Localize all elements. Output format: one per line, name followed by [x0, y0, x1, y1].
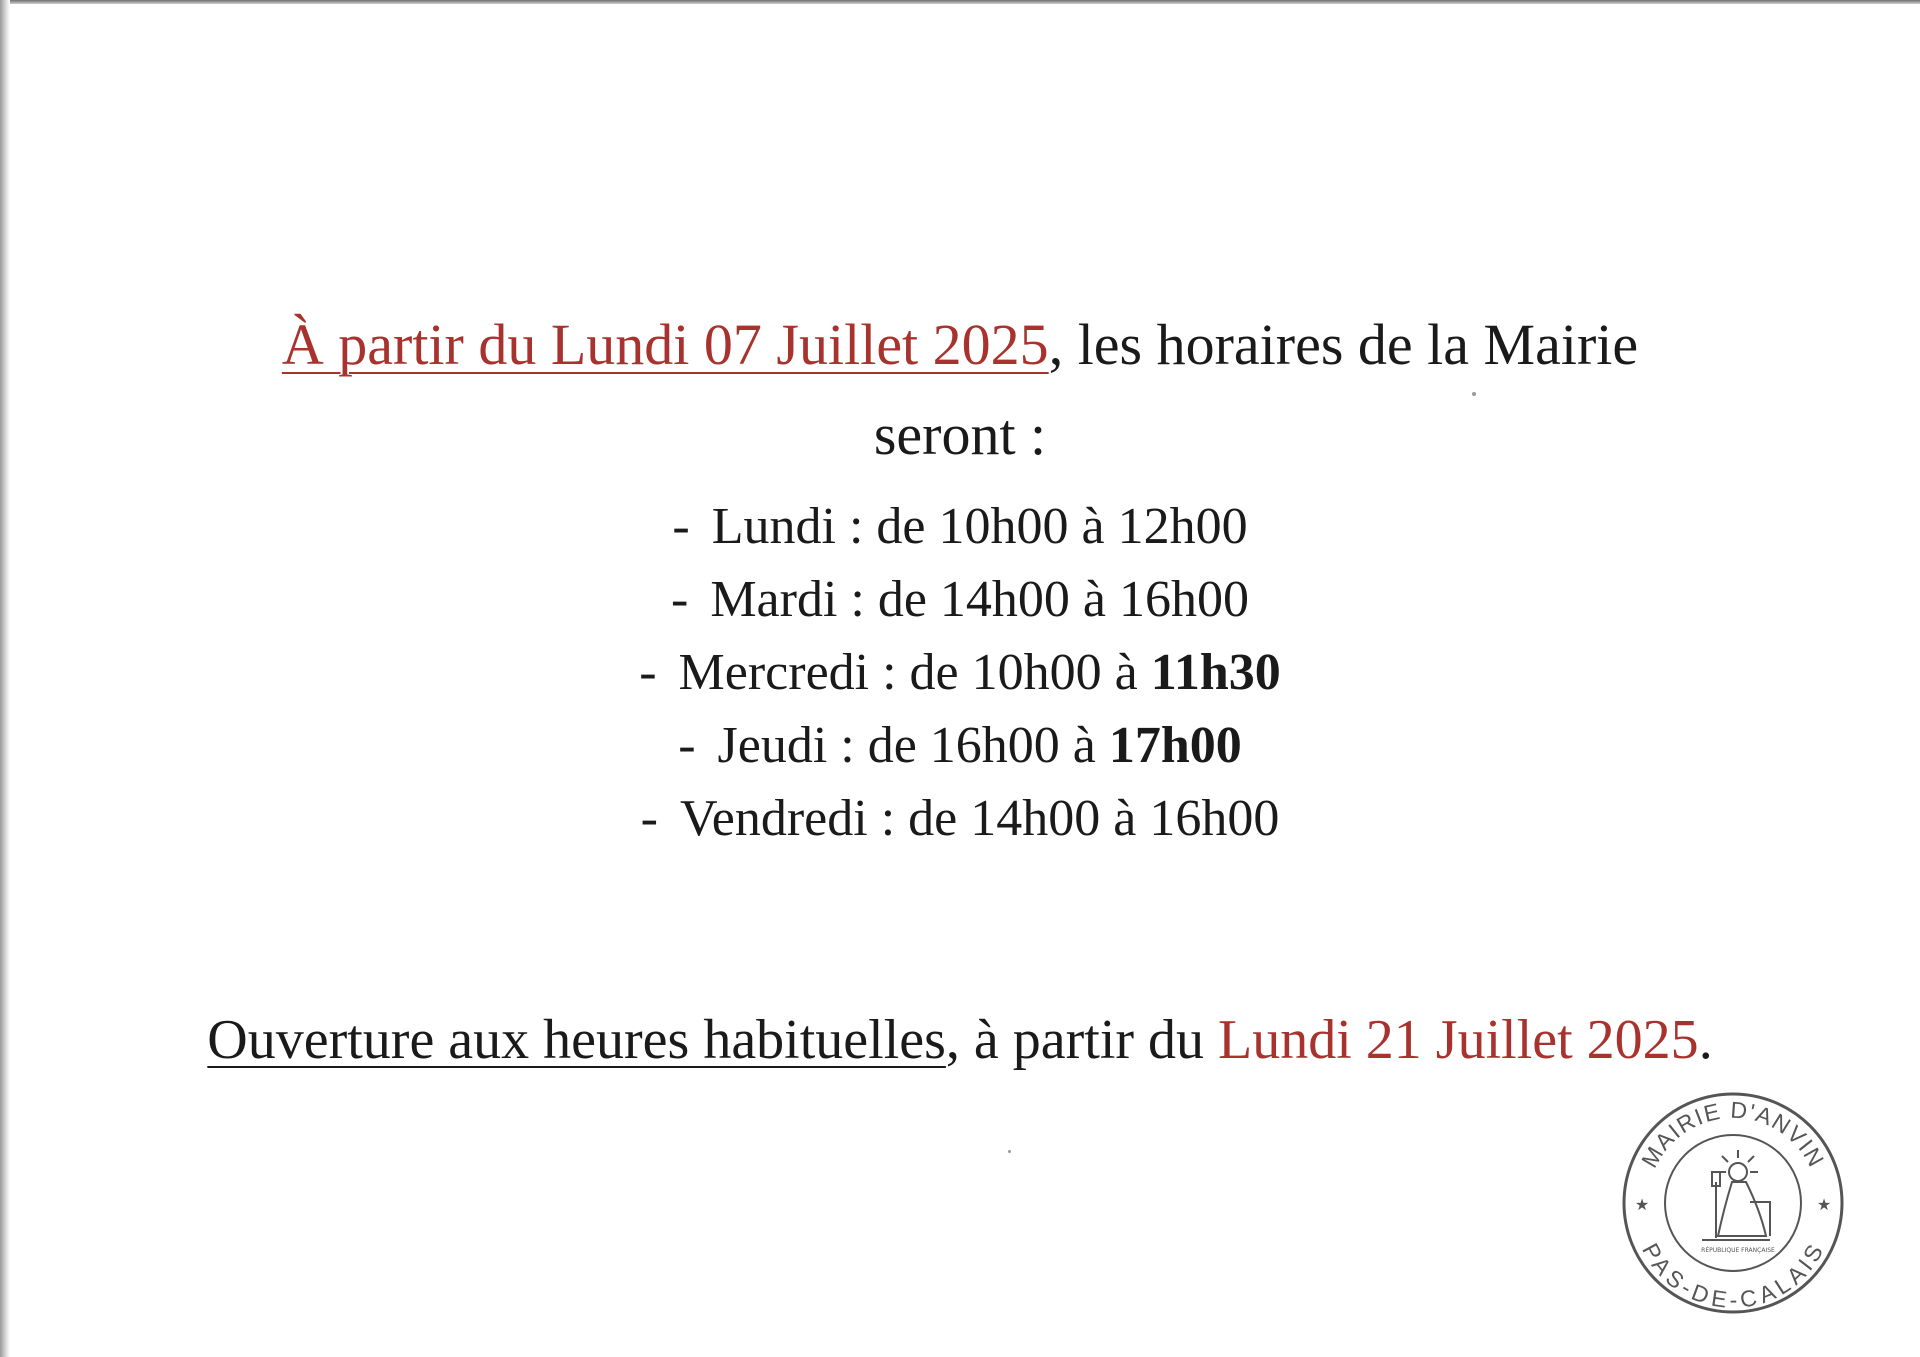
headline-line2: seront :: [873, 402, 1047, 467]
scan-speck: [1472, 392, 1476, 396]
schedule-text: Jeudi : de 16h00 à: [717, 717, 1109, 774]
footer-middle: , à partir du: [945, 1009, 1219, 1071]
headline-rest: , les horaires de la Mairie: [1048, 312, 1639, 377]
schedule-text: Mercredi : de 10h00 à: [678, 644, 1151, 701]
mairie-stamp: [1620, 1090, 1846, 1316]
headline: [0, 300, 1920, 480]
list-dash: -: [678, 717, 696, 774]
stamp-top-text: MAIRIE D'ANVIN: [1636, 1096, 1830, 1172]
schedule-bold-time: 11h30: [1150, 644, 1281, 701]
footer-end: .: [1698, 1009, 1713, 1071]
schedule-text: Mardi : de 14h00 à 16h00: [710, 571, 1249, 628]
list-dash: -: [672, 498, 690, 555]
schedule-item: [0, 636, 1920, 709]
stamp-inner-text: RÉPUBLIQUE FRANÇAISE: [1701, 1247, 1775, 1254]
list-dash: -: [639, 644, 657, 701]
list-dash: -: [670, 571, 689, 628]
schedule-item: [0, 490, 1920, 563]
schedule-list: [0, 490, 1920, 855]
schedule-item: [0, 782, 1920, 855]
stamp-star-right-icon: ★: [1816, 1195, 1832, 1214]
scan-edge-top: [0, 0, 1920, 4]
stamp-bottom-text: PAS-DE-CALAIS: [1637, 1238, 1829, 1313]
headline-date-phrase: À partir du Lundi 07 Juillet 2025: [281, 312, 1049, 377]
list-dash: -: [640, 790, 658, 847]
footer-date: Lundi 21 Juillet 2025: [1218, 1009, 1699, 1071]
marianne-emblem-icon: [1702, 1150, 1770, 1240]
schedule-item: [0, 563, 1920, 636]
footer-underlined: Ouverture aux heures habituelles: [207, 1009, 946, 1071]
schedule-text: Lundi : de 10h00 à 12h00: [711, 498, 1248, 555]
stamp-star-left-icon: ★: [1634, 1195, 1650, 1214]
footer-note: [0, 1005, 1920, 1075]
scan-speck: [1008, 1150, 1011, 1153]
schedule-item: [0, 709, 1920, 782]
schedule-bold-time: 17h00: [1108, 717, 1242, 774]
schedule-text: Vendredi : de 14h00 à 16h00: [680, 790, 1280, 847]
